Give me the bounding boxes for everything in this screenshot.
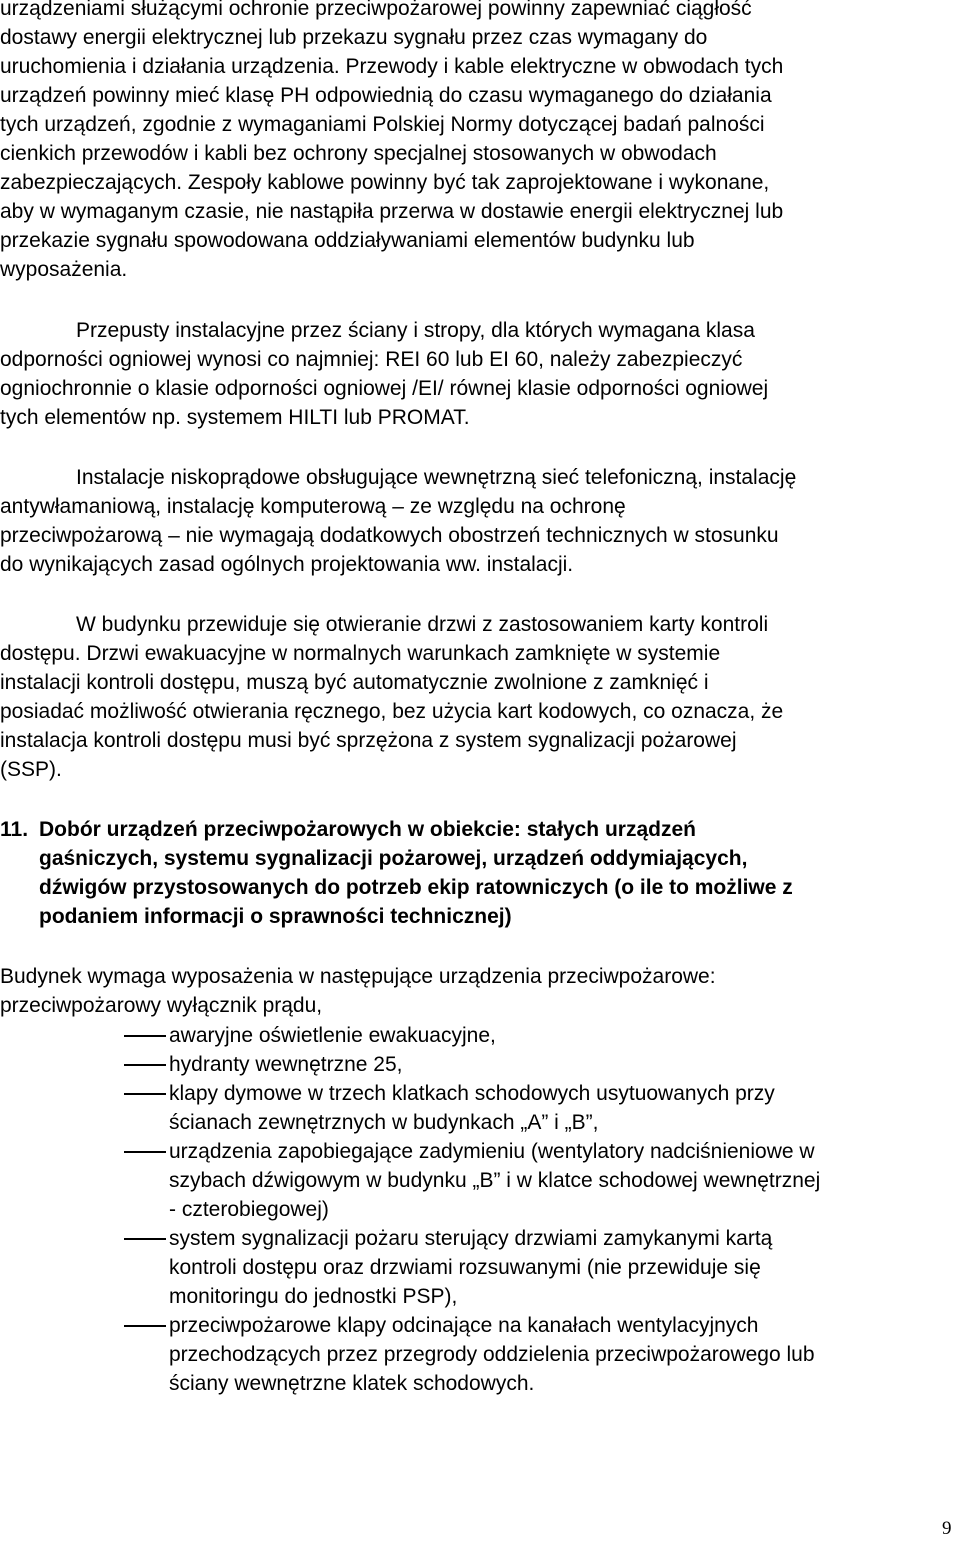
heading-line: podaniem informacji o sprawności technicznej) [39, 905, 512, 928]
text-line: kontroli dostępu oraz drzwiami rozsuwanymi (nie przewiduje się [169, 1256, 761, 1279]
text-line: hydranty wewnętrzne 25, [169, 1053, 403, 1076]
text-line: ścianach zewnętrznych w budynkach „A” i „B”, [169, 1111, 599, 1134]
text-line: uruchomienia i działania urządzenia. Przewody i kable elektryczne w obwodach tych [0, 55, 784, 78]
dash-bullet-icon [124, 1064, 166, 1066]
dash-bullet-icon [124, 1325, 166, 1327]
text-line: posiadać możliwość otwierania ręcznego, bez użycia kart kodowych, co oznacza, że [0, 700, 784, 723]
text-line: antywłamaniową, instalację komputerową – ze względu na ochronę [0, 495, 626, 518]
text-line: przeciwpożarowy wyłącznik prądu, [0, 994, 323, 1017]
text-line: Przepusty instalacyjne przez ściany i stropy, dla których wymagana klasa [76, 319, 755, 342]
text-line: dostawy energii elektrycznej lub przekazu sygnału przez czas wymagany do [0, 26, 708, 49]
text-line: (SSP). [0, 758, 62, 781]
text-line: cienkich przewodów i kabli bez ochrony specjalnej stosowanych w obwodach [0, 142, 717, 165]
text-line: szybach dźwigowym w budynku „B” i w klatce schodowej wewnętrznej [169, 1169, 821, 1192]
heading-line: Dobór urządzeń przeciwpożarowych w obiekcie: stałych urządzeń [39, 818, 696, 841]
dash-bullet-icon [124, 1035, 166, 1037]
text-line: urządzeń powinny mieć klasę PH odpowiednią do czasu wymaganego do działania [0, 84, 772, 107]
text-line: - czterobiegowej) [169, 1198, 329, 1221]
text-line: ogniochronnie o klasie odporności ogniowej /EI/ równej klasie odporności ogniowej [0, 377, 769, 400]
text-line: urządzeniami służącymi ochronie przeciwpożarowej powinny zapewniać ciągłość [0, 0, 752, 20]
text-line: tych urządzeń, zgodnie z wymaganiami Polskiej Normy dotyczącej badań palności [0, 113, 765, 136]
text-line: przeciwpożarowe klapy odcinające na kanałach wentylacyjnych [169, 1314, 759, 1337]
text-line: zabezpieczających. Zespoły kablowe powinny być tak zaprojektowane i wykonane, [0, 171, 770, 194]
dash-bullet-icon [124, 1238, 166, 1240]
text-line: przeciwpożarową – nie wymagają dodatkowych obostrzeń technicznych w stosunku [0, 524, 779, 547]
heading-line: dźwigów przystosowanych do potrzeb ekip ratowniczych (o ile to możliwe z [39, 876, 793, 899]
heading-line: gaśniczych, systemu sygnalizacji pożarowej, urządzeń oddymiających, [39, 847, 748, 870]
dash-bullet-icon [124, 1093, 166, 1095]
text-line: aby w wymaganym czasie, nie nastąpiła przerwa w dostawie energii elektrycznej lub [0, 200, 784, 223]
text-line: instalacja kontroli dostępu musi być sprzężona z system sygnalizacji pożarowej [0, 729, 737, 752]
text-line: instalacji kontroli dostępu, muszą być automatycznie zwolnione z zamknięć i [0, 671, 709, 694]
text-line: dostępu. Drzwi ewakuacyjne w normalnych warunkach zamknięte w systemie [0, 642, 721, 665]
text-line: klapy dymowe w trzech klatkach schodowych usytuowanych przy [169, 1082, 775, 1105]
text-line: przechodzących przez przegrody oddzielenia przeciwpożarowego lub [169, 1343, 815, 1366]
text-line: ściany wewnętrzne klatek schodowych. [169, 1372, 535, 1395]
text-line: wyposażenia. [0, 258, 128, 281]
text-line: odporności ogniowej wynosi co najmniej: REI 60 lub EI 60, należy zabezpieczyć [0, 348, 743, 371]
text-line: urządzenia zapobiegające zadymieniu (wentylatory nadciśnieniowe w [169, 1140, 815, 1163]
text-line: tych elementów np. systemem HILTI lub PROMAT. [0, 406, 470, 429]
text-line: Budynek wymaga wyposażenia w następujące urządzenia przeciwpożarowe: [0, 965, 716, 988]
text-line: przekazie sygnału spowodowana oddziaływaniami elementów budynku lub [0, 229, 695, 252]
text-line: W budynku przewiduje się otwieranie drzwi z zastosowaniem karty kontroli [76, 613, 769, 636]
page-number: 9 [942, 1518, 952, 1539]
section-number: 11. [0, 818, 29, 841]
dash-bullet-icon [124, 1151, 166, 1153]
text-line: awaryjne oświetlenie ewakuacyjne, [169, 1024, 496, 1047]
text-line: Instalacje niskoprądowe obsługujące wewnętrzną sieć telefoniczną, instalację [76, 466, 797, 489]
text-line: do wynikających zasad ogólnych projektowania ww. instalacji. [0, 553, 574, 576]
text-line: monitoringu do jednostki PSP), [169, 1285, 458, 1308]
text-line: system sygnalizacji pożaru sterujący drzwiami zamykanymi kartą [169, 1227, 773, 1250]
